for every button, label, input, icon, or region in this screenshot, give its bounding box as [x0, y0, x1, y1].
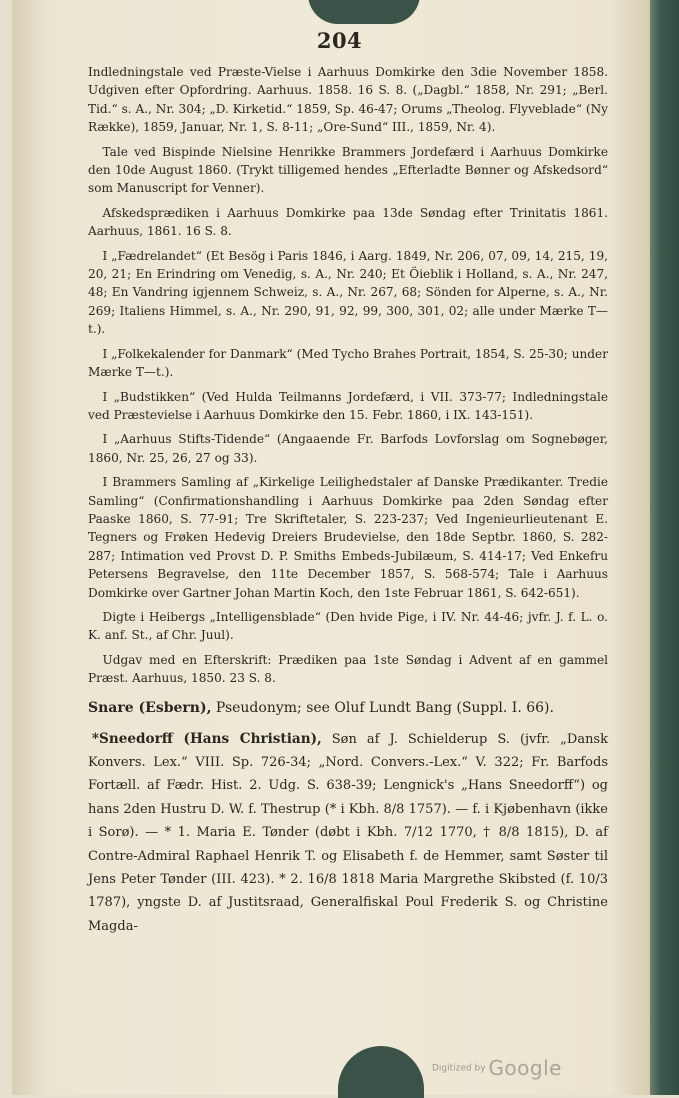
entry-brammers-samling: I Brammers Samling af „Kirkelige Leilighedstaler af Danske Prædikanter. Tredie Samling“ (Confirmationshandling i Aarhuus Domkirke paa 2den Søndag efter Paaske 1860, S. 77-91; Tre Skriftetaler, S. 223-237; Ved Ingenieurlieutenant E. Tegners og Frøken Hedevig Dreiers Brudevielse, den 18de Septbr. 1860, S. 282-287; Intimation ved Provst D. P. Smiths Embeds-Jubilæum, S. 414-17; Ved Enkefru Petersens Begravelse, den 11te December 1857, S. 568-574; Tale i Aarhuus Domkirke over Gartner Johan Martin Koch, den 1ste Februar 1861, S. 642-651).	[88, 475, 608, 600]
entry-faedrelandet: I „Fædrelandet“ (Et Besög i Paris 1846, i Aarg. 1849, Nr. 206, 07, 09, 14, 215, 19, 20, 21; En Erindring om Venedig, s. A., Nr. 240; Et Öieblik i Holland, s. A., Nr. 247, 48; En Vandring igjennem Schweiz, s. A., Nr. 267, 68; Sönden for Alperne, s. A., Nr. 269; Italiens Himmel, s. A., Nr. 290, 91, 92, 99, 300, 301, 02; alle under Mærke T—t.).	[88, 248, 608, 337]
entry-digte: Digte i Heibergs „Intelligensblade“ (Den hvide Pige, i IV. Nr. 44-46; jvfr. J. f. L. o. K. anf. St., af Chr. Juul).	[88, 609, 608, 643]
entry-indledningstale: Indledningstale ved Præste-Vielse i Aarhuus Domkirke den 3die November 1858. Udgiven efter Opfordring. Aarhuus. 1858. 16 S. 8. („Dagbl.“ 1858, Nr. 291; „Berl. Tid.“ s. A., Nr. 304; „D. Kirketid.“ 1859, Sp. 46-47; Orums „Theolog. Flyveblade“ (Ny Række), 1859, Januar, Nr. 1, S. 8-11; „Ore-Sund“ III., 1859, Nr. 4).	[88, 65, 608, 135]
page-clip-top	[308, 0, 420, 24]
sneedorff-name: *Sneedorff (Hans Christian),	[91, 730, 322, 747]
entry-folkekalender: I „Folkekalender for Danmark“ (Med Tycho Brahes Portrait, 1854, S. 25-30; under Mærke T—t.).	[88, 346, 608, 380]
entry-udgav: Udgav med en Efterskrift: Prædiken paa 1ste Søndag i Advent af en gammel Præst. Aarhuus, 1850. 23 S. 8.	[88, 652, 608, 686]
entry-sneedorff	[88, 728, 608, 939]
page-text	[88, 63, 608, 938]
heading-snare	[88, 698, 608, 718]
entry-stifts-tidende: I „Aarhuus Stifts-Tidende“ (Angaaende Fr. Barfods Lovforslag om Sognebøger, 1860, Nr. 25, 26, 27 og 33).	[88, 432, 608, 465]
entry-budstikken: I „Budstikken“ (Ved Hulda Teilmanns Jordefærd, i VII. 373-77; Indledningstale ved Præstevielse i Aarhuus Domkirke den 15. Febr. 1860, i IX. 143-151).	[88, 389, 608, 422]
google-logo: Google	[488, 1056, 562, 1080]
page-number: 204	[316, 28, 363, 53]
snare-text: Pseudonym; see Oluf Lundt Bang (Suppl. I. 66).	[211, 699, 554, 716]
entry-afskedspraediken: Afskedsprædiken i Aarhuus Domkirke paa 13de Søndag efter Trinitatis 1861. Aarhuus, 1861. 16 S. 8.	[88, 205, 608, 239]
book-cover-edge	[650, 0, 679, 1095]
watermark-prefix: Digitized by	[432, 1063, 486, 1074]
snare-name: Snare (Esbern),	[88, 699, 212, 716]
entry-tale-bispinde: Tale ved Bispinde Nielsine Henrikke Brammers Jordefærd i Aarhuus Domkirke den 10de August 1860. (Trykt tilligemed hendes „Efterladte Bønner og Afskedsord“ som Manuscript for Venner).	[88, 144, 608, 196]
sneedorff-text: Søn af J. Schielderup S. (jvfr. „Dansk Konvers. Lex.“ VIII. Sp. 726-34; „Nord. Convers.-Lex.“ V. 322; Fr. Barfods Fortæll. af Fædr. Hist. 2. Udg. S. 638-39; Lengnick's „Hans Sneedorff“) og hans 2den Hustru D. W. f. Thestrup (* i Kbh. 8/8 1757). — f. i Kjøbenhavn (ikke i Sorø). — * 1. Maria E. Tønder (døbt i Kbh. 7/12 1770, † 8/8 1815), D. af Contre-Admiral Raphael Henrik T. og Elisabeth f. de Hemmer, samt Søster til Jens Peter Tønder (III. 423). * 2. 16/8 1818 Maria Margrethe Skibsted (f. 10/3 1787), yngste D. af Justitsraad, Generalfiskal Poul Frederik S. og Christine Magda-	[88, 731, 608, 934]
digitized-watermark	[432, 1056, 562, 1080]
